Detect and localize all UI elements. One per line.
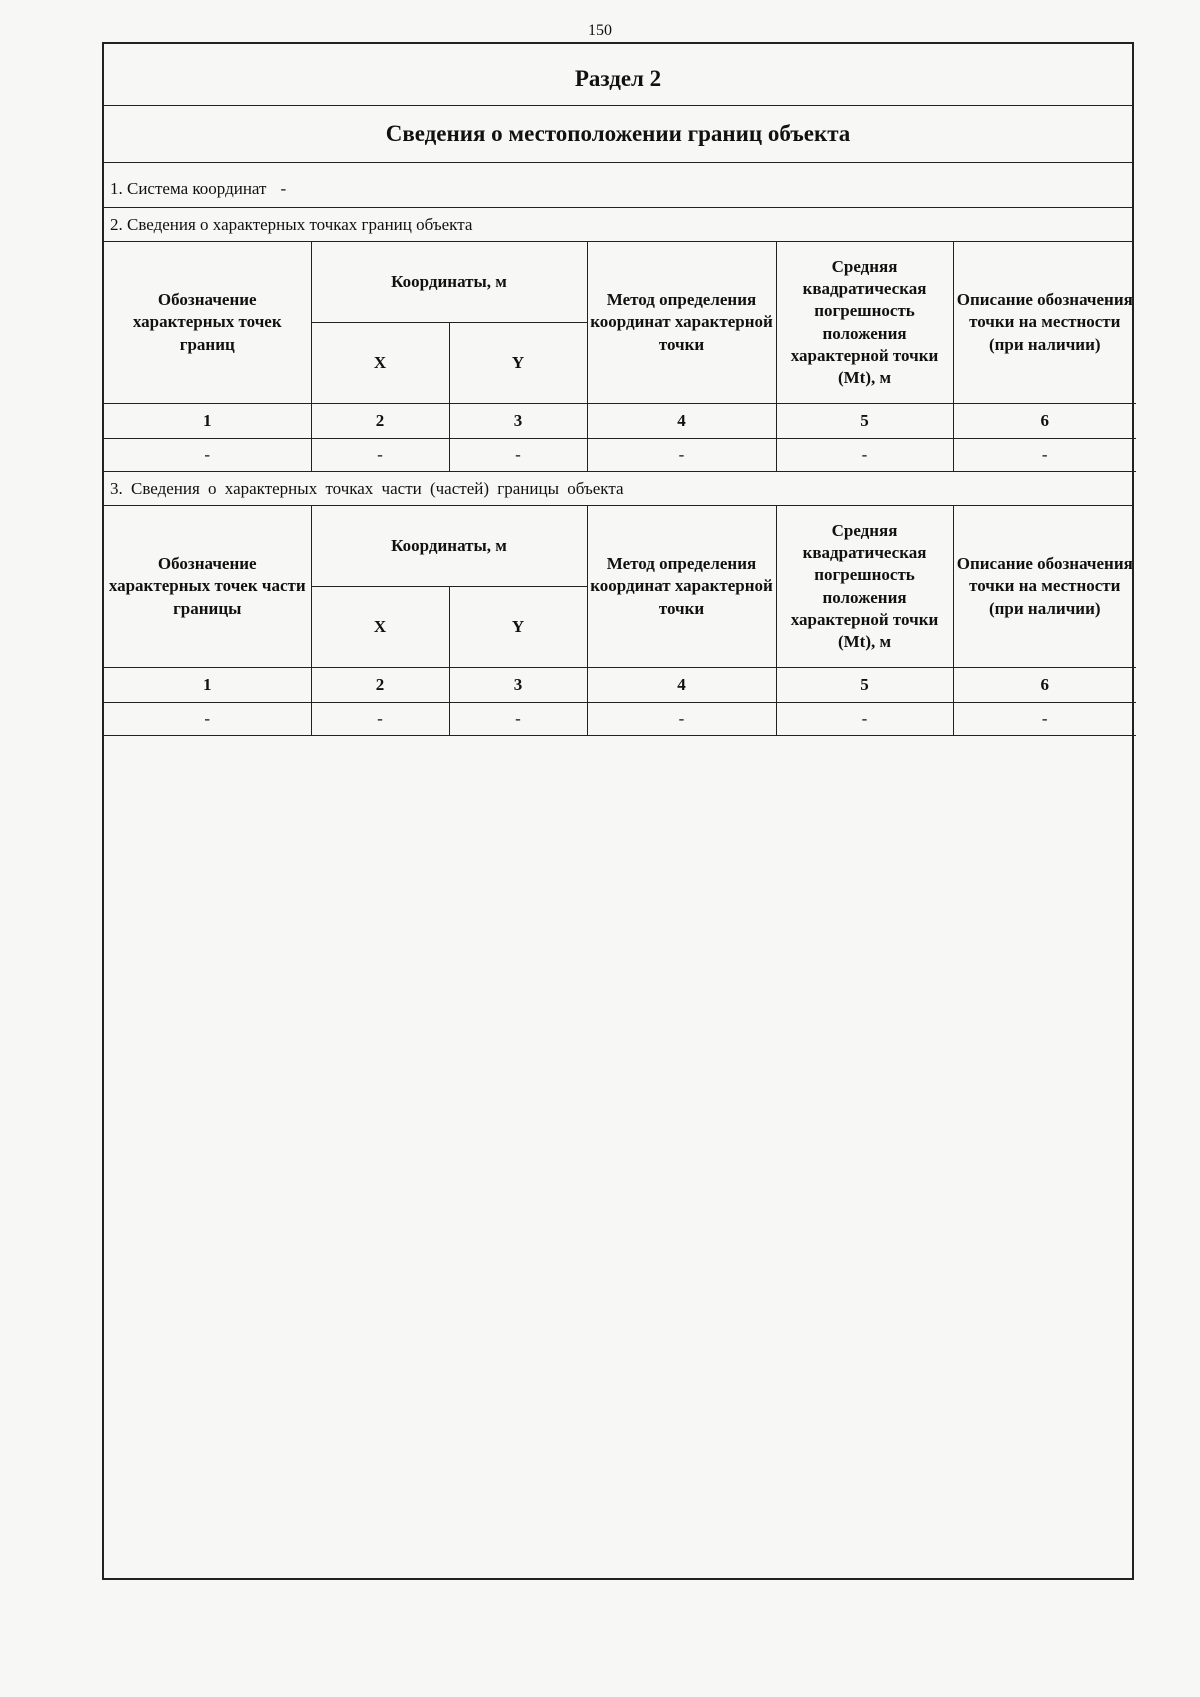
column-number: 1 (104, 668, 311, 703)
section-3-column-numbers (104, 668, 1136, 703)
table-cell: - (776, 703, 953, 736)
coordinate-system-label: 1. Система координат (110, 179, 267, 198)
table-cell: - (311, 439, 449, 472)
section-3-header-error: Средняя квадратическая погрешность положения характерной точки (Mt), м (776, 506, 953, 668)
section-title: Раздел 2 (104, 44, 1132, 106)
table-cell: - (776, 439, 953, 472)
document-frame (102, 42, 1134, 1580)
object-title: Сведения о местоположении границ объекта (104, 106, 1132, 163)
section-2-table (104, 242, 1136, 472)
section-3-header-coordinates: Координаты, м (311, 506, 587, 587)
section-2-header-description: Описание обозначения точки на местности (при наличии) (953, 242, 1136, 404)
section-2-header-error: Средняя квадратическая погрешность положения характерной точки (Mt), м (776, 242, 953, 404)
section-2-header-coordinates: Координаты, м (311, 242, 587, 323)
column-number: 2 (311, 404, 449, 439)
section-2-title: 2. Сведения о характерных точках границ объекта (104, 208, 1132, 242)
column-number: 6 (953, 668, 1136, 703)
table-cell: - (104, 439, 311, 472)
column-number: 2 (311, 668, 449, 703)
section-2-header-designation: Обозначение характерных точек границ (104, 242, 311, 404)
section-2-header-x: X (311, 323, 449, 404)
table-cell: - (587, 439, 776, 472)
section-3-header-y: Y (449, 587, 587, 668)
coordinate-system-row (104, 163, 1132, 208)
column-number: 4 (587, 404, 776, 439)
column-number: 5 (776, 404, 953, 439)
column-number: 6 (953, 404, 1136, 439)
table-row (104, 439, 1136, 472)
section-3-header-designation: Обозначение характерных точек части границы (104, 506, 311, 668)
coordinate-system-value: - (280, 179, 287, 198)
section-3-header-description: Описание обозначения точки на местности (при наличии) (953, 506, 1136, 668)
section-3-title: 3. Сведения о характерных точках части (частей) границы объекта (104, 472, 1132, 506)
column-number: 5 (776, 668, 953, 703)
section-3-header-x: X (311, 587, 449, 668)
column-number: 4 (587, 668, 776, 703)
section-2-header-method: Метод определения координат характерной точки (587, 242, 776, 404)
section-3-header-method: Метод определения координат характерной точки (587, 506, 776, 668)
table-cell: - (449, 439, 587, 472)
table-cell: - (953, 703, 1136, 736)
column-number: 3 (449, 668, 587, 703)
table-cell: - (953, 439, 1136, 472)
column-number: 3 (449, 404, 587, 439)
table-row (104, 703, 1136, 736)
table-cell: - (587, 703, 776, 736)
table-cell: - (104, 703, 311, 736)
page-number: 150 (588, 22, 612, 39)
section-3-table (104, 506, 1136, 736)
column-number: 1 (104, 404, 311, 439)
table-cell: - (449, 703, 587, 736)
section-2-column-numbers (104, 404, 1136, 439)
table-cell: - (311, 703, 449, 736)
section-2-header-y: Y (449, 323, 587, 404)
